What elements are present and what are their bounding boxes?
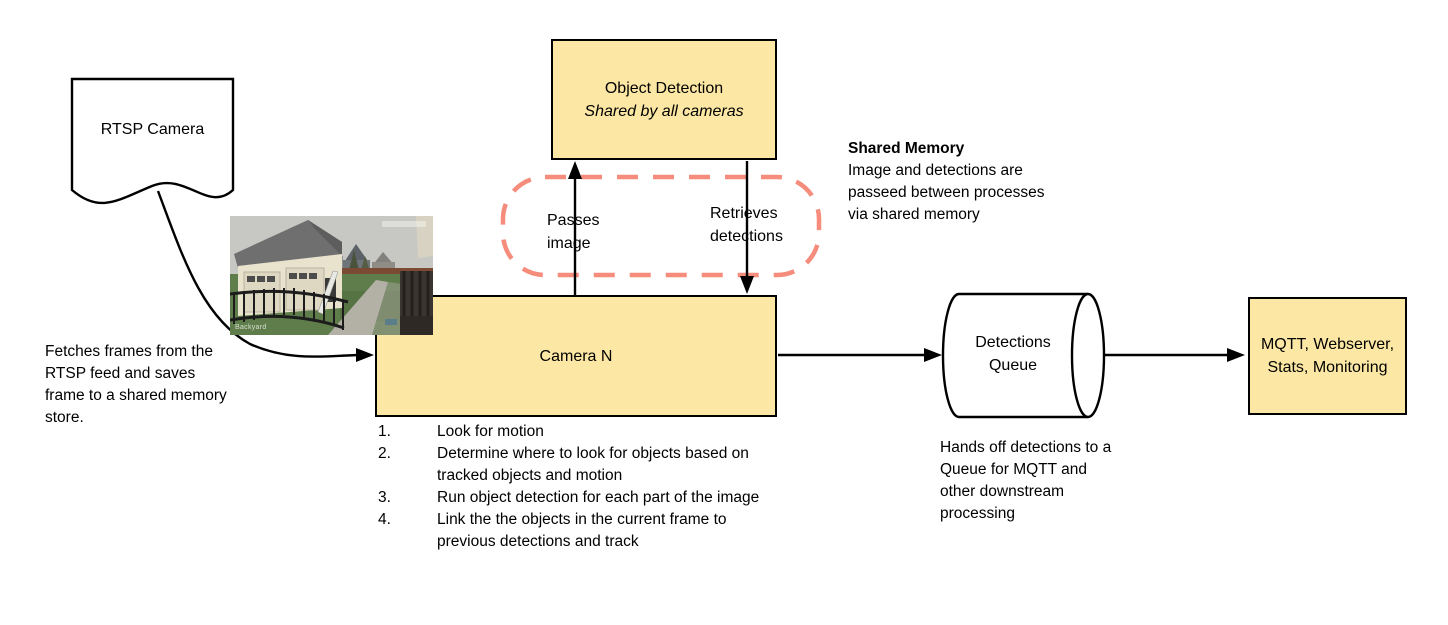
shared-memory-annotation xyxy=(848,138,1063,226)
fetch-frames-annotation: Fetches frames from the RTSP feed and saves frame to a shared memory store. xyxy=(45,343,227,426)
camera-to-queue-arrowhead xyxy=(924,348,942,362)
camera-n-node xyxy=(375,295,777,417)
step-text: Link the the objects in the current frame to previous detections and track xyxy=(437,511,727,550)
shared-memory-title: Shared Memory xyxy=(848,140,965,157)
retrieves-detections-label: Retrieves detections xyxy=(710,205,783,245)
camera-step xyxy=(378,487,771,509)
step-number: 1. xyxy=(378,423,391,440)
queue-to-outputs-arrowhead xyxy=(1227,348,1245,362)
step-number: 4. xyxy=(378,511,391,528)
outputs-label: MQTT, Webserver, Stats, Monitoring xyxy=(1260,336,1395,376)
object-detection-node xyxy=(551,39,777,160)
camera-name-overlay: Backyard xyxy=(235,324,267,331)
queue-cylinder-left-cap xyxy=(943,294,959,417)
object-detection-title: Object Detection xyxy=(604,79,724,97)
handoff-annotation: Hands off detections to a Queue for MQTT and other downstream processing xyxy=(940,439,1112,522)
step-text: Look for motion xyxy=(437,423,544,440)
retrieves-detections-arrowhead xyxy=(740,276,754,294)
passes-image-arrowhead xyxy=(568,161,582,179)
camera-step xyxy=(378,421,771,443)
step-number: 3. xyxy=(378,489,391,506)
camera-step xyxy=(378,443,771,487)
detections-queue-label: Detections Queue xyxy=(975,334,1051,374)
shared-memory-body: Image and detections are passeed between processes via shared memory xyxy=(848,162,1045,223)
outputs-node xyxy=(1248,297,1407,415)
camera-snapshot-image xyxy=(230,216,433,335)
step-text: Determine where to look for objects based on tracked objects and motion xyxy=(437,445,749,484)
timestamp-overlay xyxy=(382,221,426,227)
object-detection-subtitle: Shared by all cameras xyxy=(584,102,744,120)
step-number: 2. xyxy=(378,445,391,462)
camera-steps-list xyxy=(378,421,771,553)
queue-cylinder-right-cap xyxy=(1072,294,1104,417)
camera-step xyxy=(378,509,771,553)
rtsp-to-camera-arrowhead xyxy=(356,348,374,362)
camera-n-label: Camera N xyxy=(539,347,613,365)
passes-image-label: Passes image xyxy=(547,212,600,252)
step-text: Run object detection for each part of the image xyxy=(437,489,760,506)
camera-snapshot xyxy=(230,216,433,335)
rtsp-camera-label: RTSP Camera xyxy=(100,121,205,138)
